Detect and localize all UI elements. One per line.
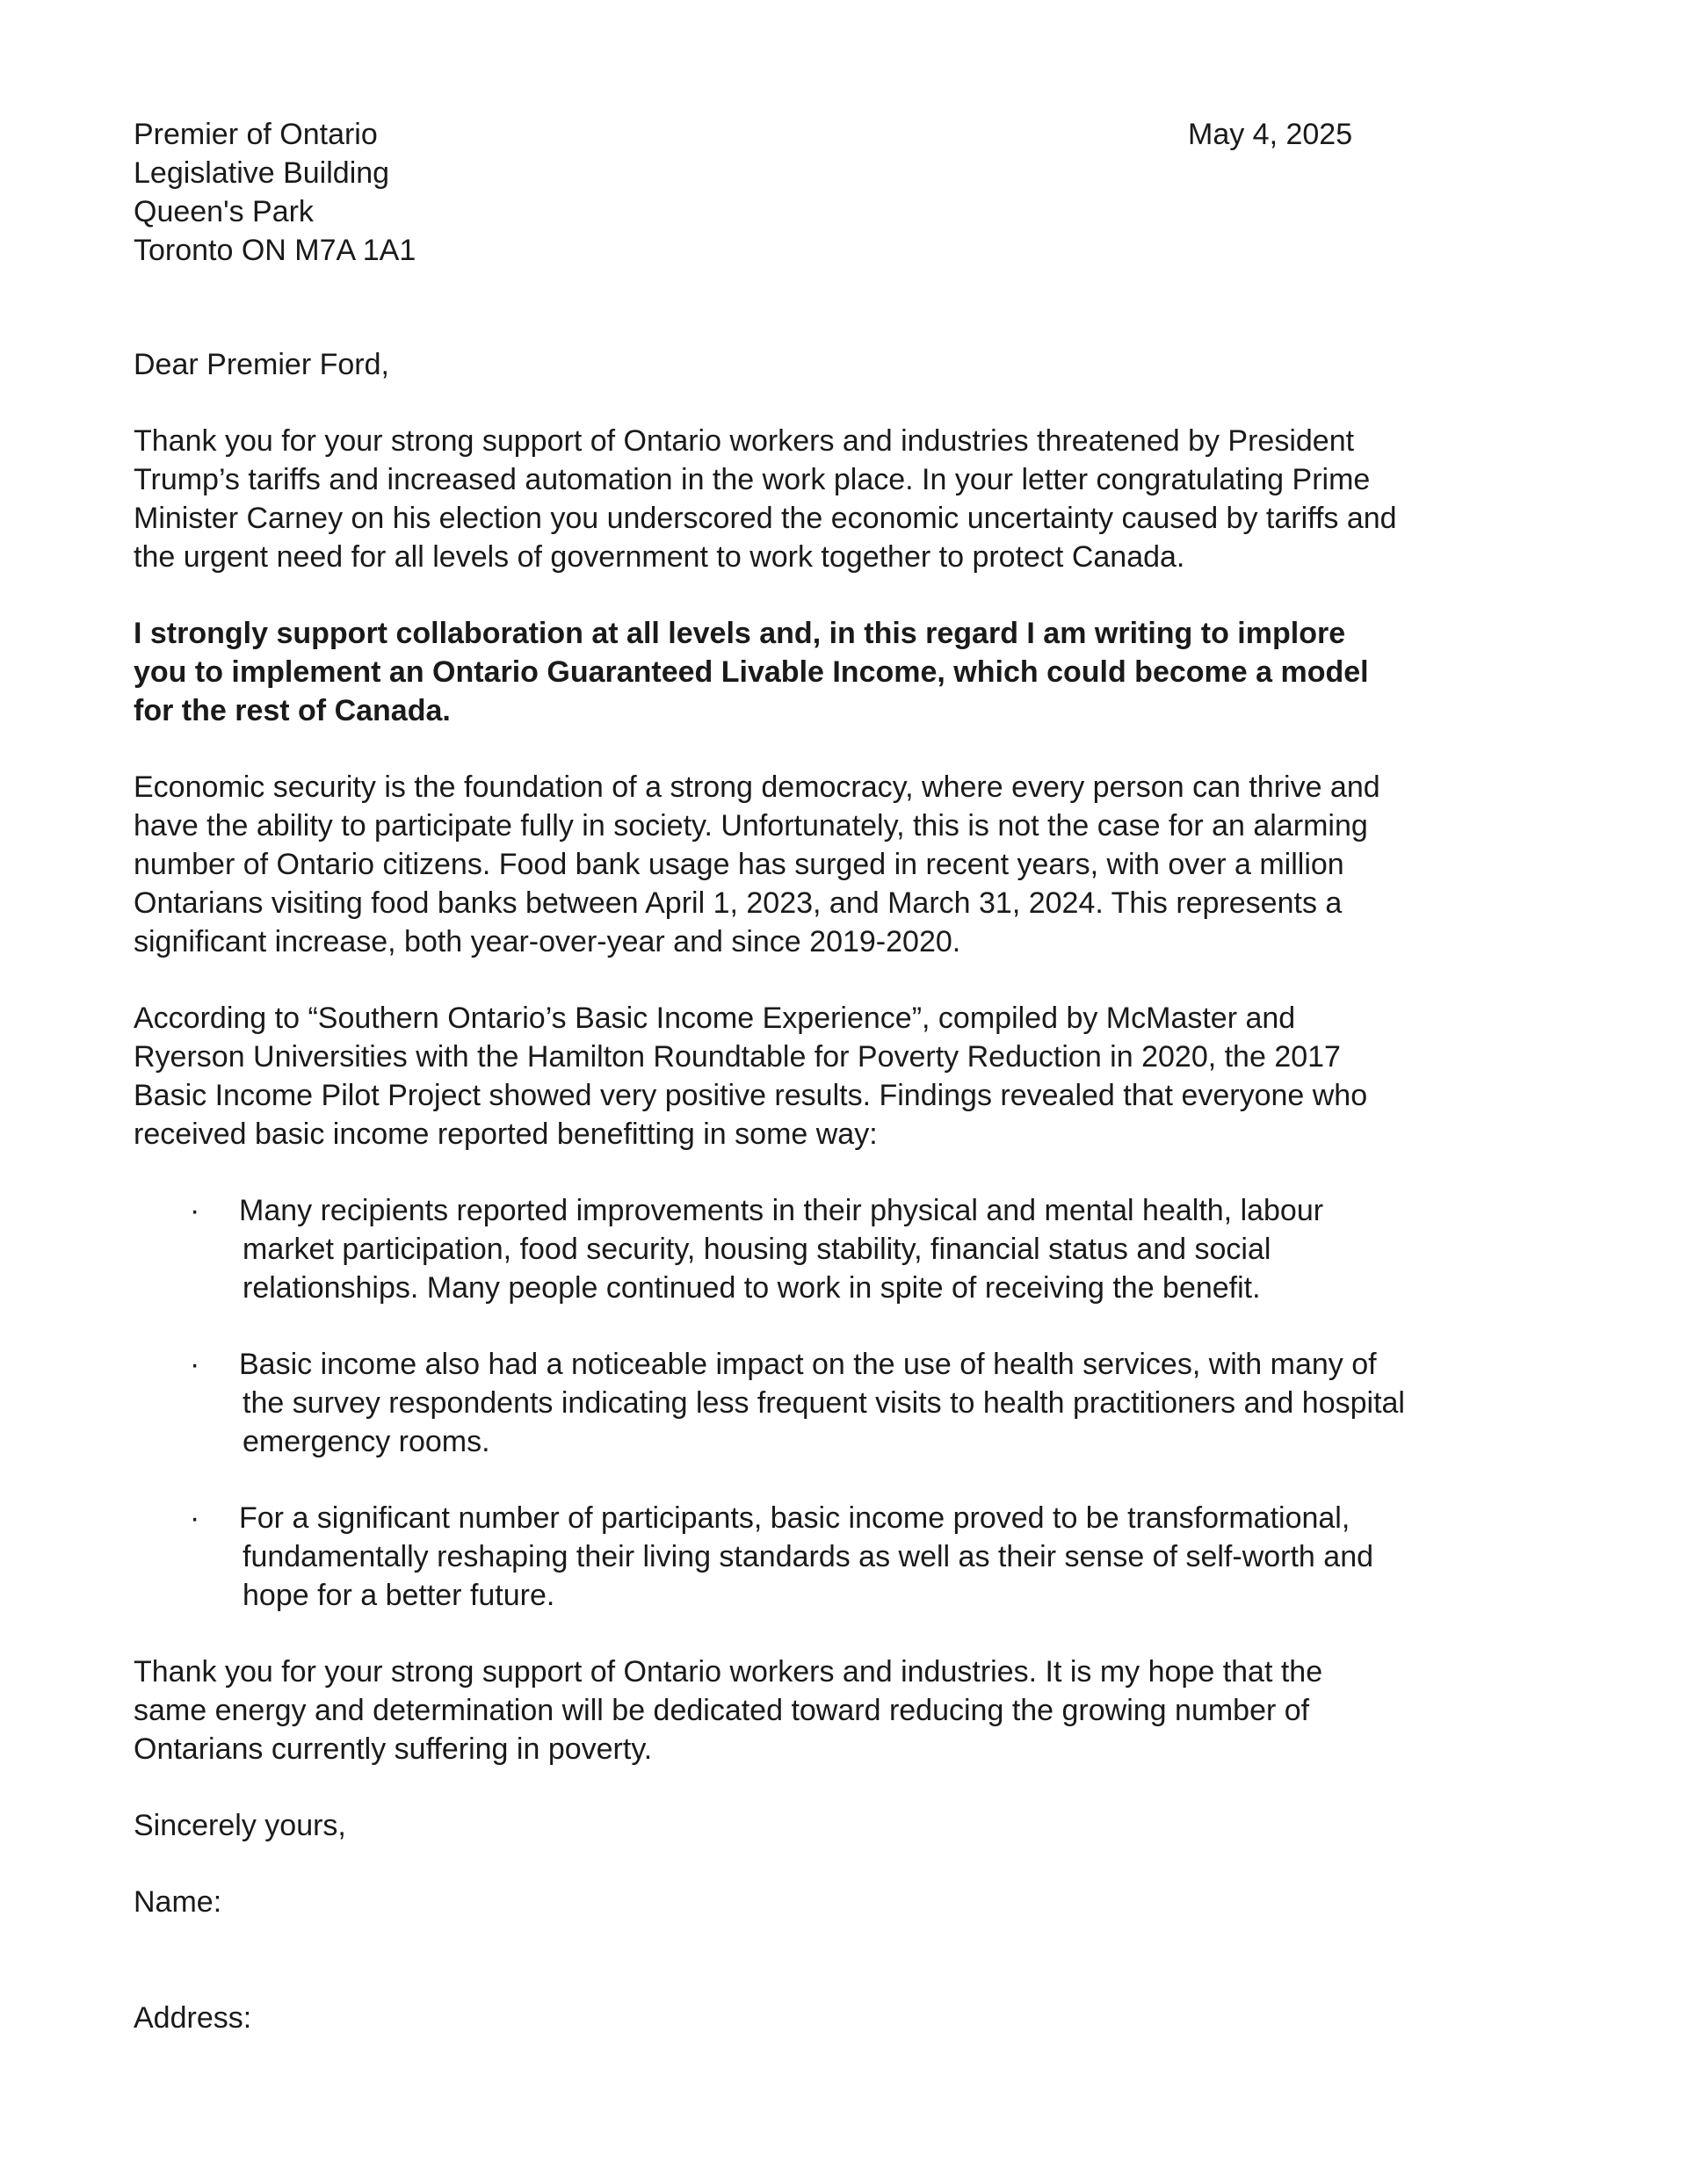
para3-line: Economic security is the foundation of a strong democracy, where every person can thrive and — [134, 770, 1380, 804]
bullet1-line: Many recipients reported improvements in their physical and mental health, labour — [239, 1194, 1324, 1227]
bullet-marker: · — [190, 1348, 200, 1381]
bullet-marker: · — [190, 1501, 200, 1535]
bullet3-line: fundamentally reshaping their living standards as well as their sense of self-worth and — [243, 1540, 1374, 1573]
para2-line: for the rest of Canada. — [134, 694, 451, 727]
bullet3-line: hope for a better future. — [243, 1579, 555, 1612]
bullet3-line: For a significant number of participants, basic income proved to be transformational, — [239, 1501, 1350, 1535]
address-label: Address: — [134, 2001, 252, 2035]
para4-line: Basic Income Pilot Project showed very positive results. Findings revealed that everyone who — [134, 1079, 1368, 1112]
para1-line: Trump’s tariffs and increased automation in the work place. In your letter congratulating Prime — [134, 463, 1371, 496]
para2-line: you to implement an Ontario Guaranteed Livable Income, which could become a model — [134, 655, 1369, 689]
salutation: Dear Premier Ford, — [134, 348, 389, 381]
bullet2-line: the survey respondents indicating less frequent visits to health practitioners and hospital — [243, 1386, 1405, 1420]
para3-line: have the ability to participate fully in society. Unfortunately, this is not the case for an alarming — [134, 809, 1368, 843]
para4-line: Ryerson Universities with the Hamilton Roundtable for Poverty Reduction in 2020, the 2017 — [134, 1040, 1341, 1074]
recipient-street: Queen's Park — [134, 195, 314, 228]
para2-line: I strongly support collaboration at all levels and, in this regard I am writing to implore — [134, 617, 1346, 650]
recipient-name: Premier of Ontario — [134, 118, 378, 151]
para5-line: Ontarians currently suffering in poverty. — [134, 1732, 653, 1766]
para1-line: the urgent need for all levels of government to work together to protect Canada. — [134, 540, 1185, 574]
recipient-building: Legislative Building — [134, 156, 390, 190]
para4-line: According to “Southern Ontario’s Basic Income Experience”, compiled by McMaster and — [134, 1002, 1296, 1035]
bullet2-line: Basic income also had a noticeable impact on the use of health services, with many of — [239, 1348, 1377, 1381]
para4-line: received basic income reported benefitting in some way: — [134, 1117, 878, 1151]
para5-line: Thank you for your strong support of Ontario workers and industries. It is my hope that the — [134, 1655, 1323, 1689]
para3-line: significant increase, both year-over-year and since 2019-2020. — [134, 925, 961, 958]
bullet-marker: · — [190, 1194, 200, 1227]
bullet1-line: relationships. Many people continued to work in spite of receiving the benefit. — [243, 1271, 1261, 1305]
para5-line: same energy and determination will be dedicated toward reducing the growing number of — [134, 1694, 1310, 1727]
bullet2-line: emergency rooms. — [243, 1425, 490, 1458]
para3-line: Ontarians visiting food banks between April 1, 2023, and March 31, 2024. This represents a — [134, 886, 1343, 920]
para3-line: number of Ontario citizens. Food bank usage has surged in recent years, with over a million — [134, 848, 1344, 881]
name-label: Name: — [134, 1885, 222, 1919]
closing: Sincerely yours, — [134, 1809, 346, 1842]
para1-line: Minister Carney on his election you underscored the economic uncertainty caused by tariffs and — [134, 502, 1397, 535]
bullet1-line: market participation, food security, housing stability, financial status and social — [243, 1233, 1271, 1266]
para1-line: Thank you for your strong support of Ontario workers and industries threatened by President — [134, 424, 1355, 458]
recipient-city: Toronto ON M7A 1A1 — [134, 234, 416, 267]
letter-date: May 4, 2025 — [1188, 118, 1353, 151]
